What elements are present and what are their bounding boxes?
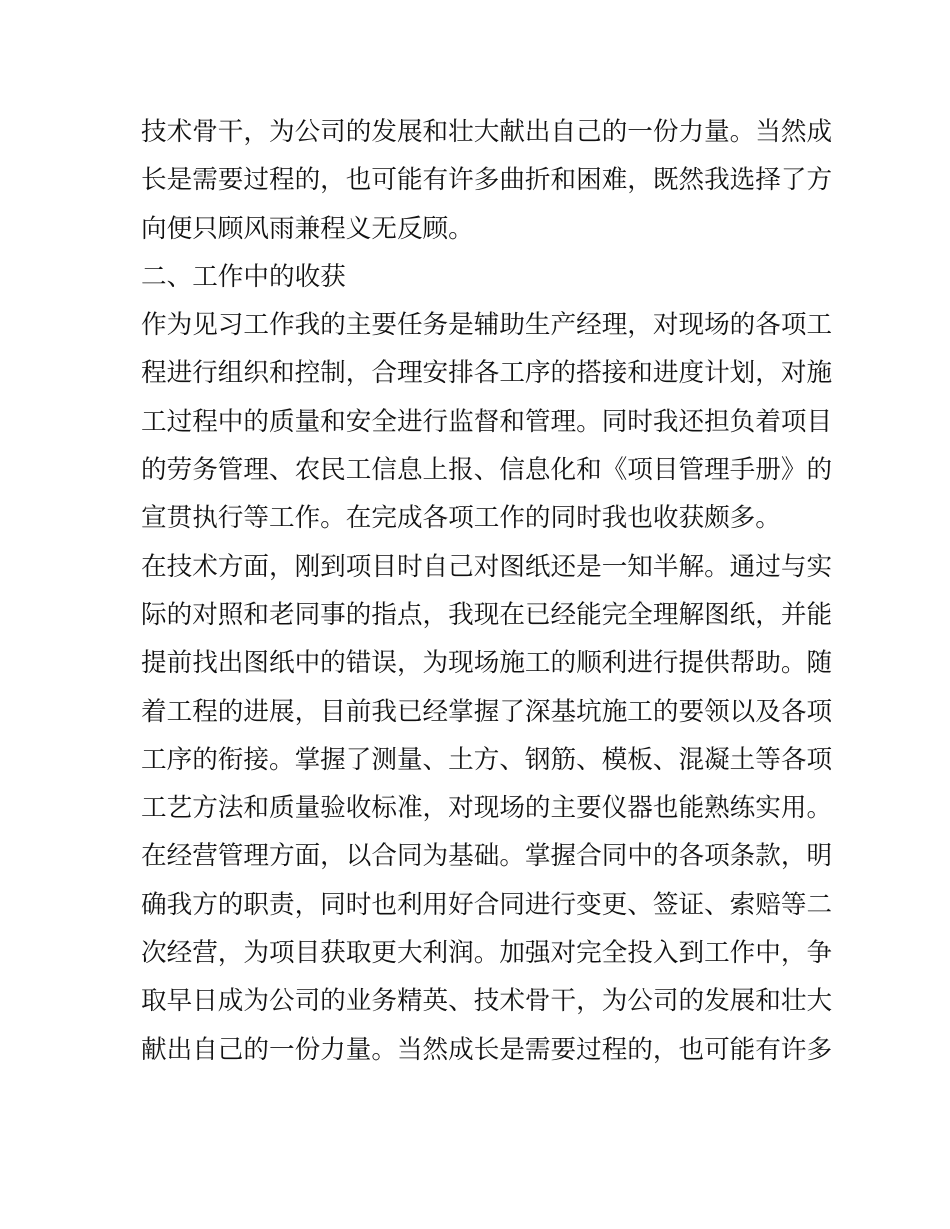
document-body — [141, 108, 833, 1074]
text-line: 工过程中的质量和安全进行监督和管理。同时我还担负着项目 — [141, 406, 833, 437]
text-line: 工序的衔接。掌握了测量、土方、钢筋、模板、混凝土等各项 — [141, 744, 833, 775]
text-line: 程进行组织和控制，合理安排各工序的搭接和进度计划，对施 — [141, 358, 833, 389]
section-heading: 二、工作中的收获 — [141, 261, 346, 292]
text-line: 作为见习工作我的主要任务是辅助生产经理，对现场的各项工 — [141, 310, 833, 341]
text-line: 在技术方面，刚到项目时自己对图纸还是一知半解。通过与实 — [141, 551, 833, 582]
text-line: 工艺方法和质量验收标准，对现场的主要仪器也能熟练实用。 — [141, 793, 833, 824]
text-line: 取早日成为公司的业务精英、技术骨干，为公司的发展和壮大 — [141, 986, 833, 1017]
text-line: 献出自己的一份力量。当然成长是需要过程的，也可能有许多 — [141, 1034, 833, 1065]
text-line: 向便只顾风雨兼程义无反顾。 — [141, 213, 474, 244]
text-line: 际的对照和老同事的指点，我现在已经能完全理解图纸，并能 — [141, 599, 833, 630]
text-line: 技术骨干，为公司的发展和壮大献出自己的一份力量。当然成 — [141, 117, 833, 147]
text-line: 确我方的职责，同时也利用好合同进行变更、签证、索赔等二 — [141, 889, 833, 920]
text-line: 长是需要过程的，也可能有许多曲折和困难，既然我选择了方 — [141, 165, 833, 196]
text-line: 提前找出图纸中的错误，为现场施工的顺利进行提供帮助。随 — [141, 648, 833, 679]
text-line: 的劳务管理、农民工信息上报、信息化和《项目管理手册》的 — [141, 455, 833, 486]
text-line: 着工程的进展，目前我已经掌握了深基坑施工的要领以及各项 — [141, 696, 833, 727]
text-line: 宣贯执行等工作。在完成各项工作的同时我也收获颇多。 — [141, 503, 781, 534]
text-line: 在经营管理方面，以合同为基础。掌握合同中的各项条款，明 — [141, 841, 833, 872]
text-line: 次经营，为项目获取更大利润。加强对完全投入到工作中，争 — [141, 938, 833, 969]
